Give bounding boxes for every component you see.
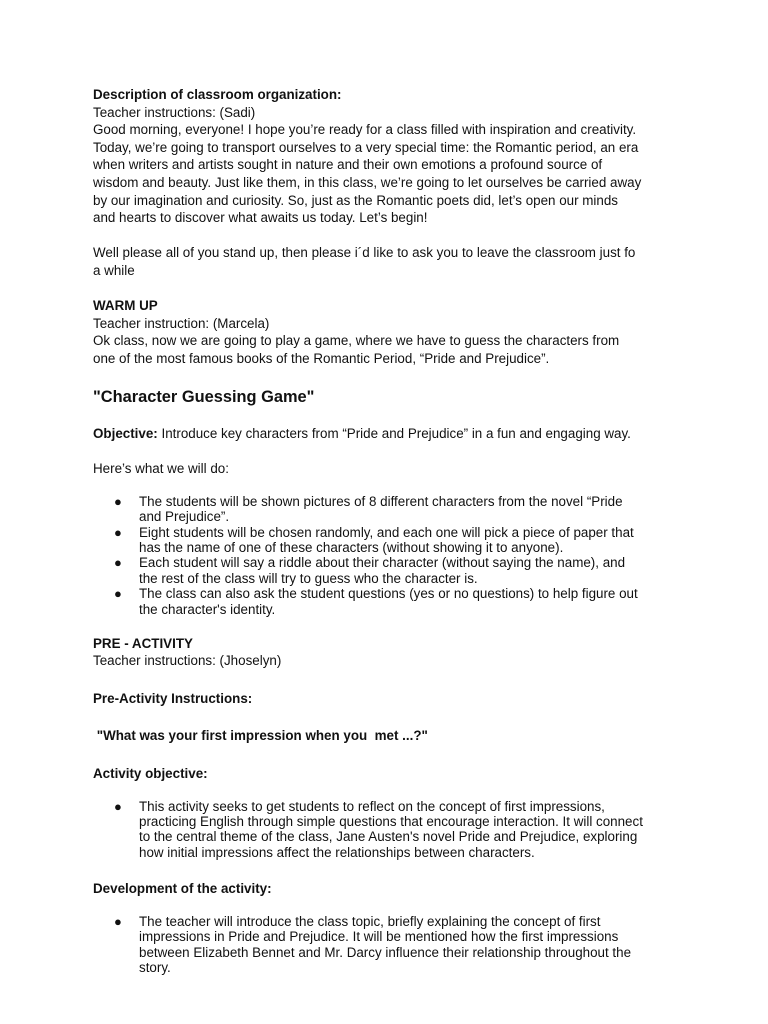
- stand-up-line: Well please all of you stand up, then please i´d like to ask you to leave the classroom just fo: [93, 245, 636, 261]
- bullet-icon: ●: [114, 555, 122, 571]
- objective-text: Introduce key characters from “Pride and Prejudice” in a fun and engaging way.: [157, 425, 631, 441]
- intro-line: and hearts to discover what awaits us today. Let’s begin!: [93, 210, 428, 226]
- pre-activity-instructor: Teacher instructions: (Jhoselyn): [93, 653, 282, 669]
- document-page: [93, 86, 679, 975]
- game-title: "Character Guessing Game": [93, 387, 315, 406]
- game-steps-list: [93, 494, 679, 617]
- list-item: ● Eight students will be chosen randomly, and each one will pick a piece of paper that has the name of one of these characters (without showing it to anyone).: [114, 524, 634, 555]
- pre-activity-instructions-heading: Pre-Activity Instructions:: [93, 690, 253, 706]
- list-item: ● This activity seeks to get students to reflect on the concept of first impressions, practicing English through simple questions that encourage interaction. It will connect to the central theme of the class, Jane Austen's novel Pride and Prejudice, exploring how initial impressions affect the relationships between characters.: [114, 798, 643, 860]
- intro-line: Good morning, everyone! I hope you’re ready for a class filled with inspiration and creativity.: [93, 122, 637, 138]
- first-impression-question: "What was your first impression when you met ...?": [93, 728, 428, 744]
- classroom-organization-heading: Description of classroom organization:: [93, 87, 342, 102]
- bullet-icon: ●: [114, 586, 122, 602]
- intro-line: when writers and artists sought in nature and their own emotions a profound source of: [93, 157, 603, 173]
- list-item: ● Each student will say a riddle about their character (without saying the name), and the rest of the class will try to guess who the character is.: [114, 555, 626, 586]
- warm-up-heading: WARM UP: [93, 298, 158, 314]
- list-item: ● The students will be shown pictures of 8 different characters from the novel “Pride and Prejudice”.: [114, 493, 623, 525]
- objective-label: Objective:: [93, 425, 158, 441]
- game-objective: [93, 425, 679, 443]
- activity-objective-heading: Activity objective:: [93, 765, 208, 781]
- activity-objective-list: [93, 799, 679, 861]
- list-item: ● The teacher will introduce the class topic, briefly explaining the concept of first impressions in Pride and Prejudice. It will be mentioned how the first impressions between Elizabeth Bennet and Mr. Darcy influence their relationship throughout the story.: [114, 913, 632, 975]
- warm-up-line: Ok class, now we are going to play a game, where we have to guess the characters from: [93, 333, 620, 349]
- bullet-icon: ●: [114, 798, 122, 814]
- intro-line: wisdom and beauty. Just like them, in this class, we’re going to let ourselves be carried away: [93, 174, 642, 190]
- list-item: ● The class can also ask the student questions (yes or no questions) to help figure out the character's identity.: [114, 586, 638, 617]
- warm-up-instructor: Teacher instruction: (Marcela): [93, 315, 270, 331]
- intro-line: Today, we’re going to transport ourselves to a very special time: the Romantic period, an era: [93, 139, 639, 155]
- pre-activity-heading: PRE - ACTIVITY: [93, 635, 193, 651]
- intro-instructor: Teacher instructions: (Sadi): [93, 104, 256, 120]
- development-heading: Development of the activity:: [93, 881, 272, 897]
- warm-up-line: one of the most famous books of the Romantic Period, “Pride and Prejudice”.: [93, 350, 550, 366]
- bullet-icon: ●: [114, 913, 122, 929]
- intro-line: by our imagination and curiosity. So, just as the Romantic poets did, let’s open our minds: [93, 192, 618, 208]
- bullet-icon: ●: [114, 524, 122, 540]
- stand-up-line: a while: [93, 262, 135, 278]
- development-list: [93, 914, 679, 976]
- bullet-icon: ●: [114, 493, 122, 509]
- intro-paragraph: [93, 121, 679, 227]
- stand-up-paragraph: [93, 244, 679, 279]
- plan-intro: Here’s what we will do:: [93, 461, 229, 477]
- warm-up-paragraph: [93, 332, 679, 367]
